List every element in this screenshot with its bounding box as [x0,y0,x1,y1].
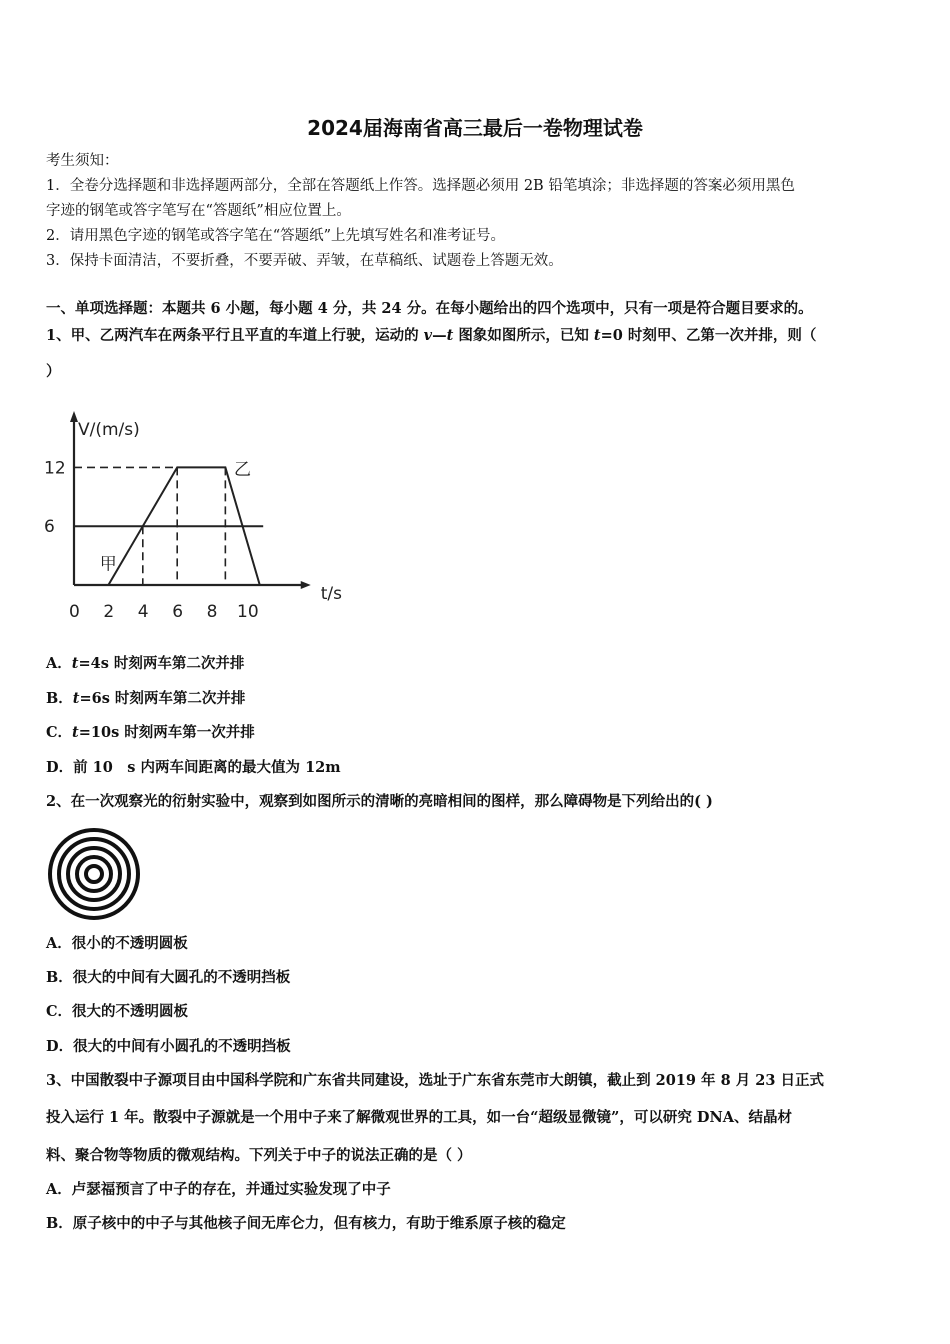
x-tick-label-0: 0 [69,602,80,622]
x-axis-arrow [301,581,311,589]
x-tick-label-10: 10 [237,602,259,622]
q1-option-c[interactable]: C．t=10s 时刻两车第一次并排 [46,724,255,741]
x-axis-label: t/s [320,584,343,604]
q3-stem-line1: 3、中国散裂中子源项目由中国科学院和广东省共同建设，选址于广东省东莞市大朗镇，截止到 2019 年 8 月 23 日正式 [46,1072,824,1089]
q1-stem-line1: 1、甲、乙两汽车在两条平行且平直的车道上行驶，运动的 v—t 图象如图所示，已知 t=0 时刻甲、乙第一次并排，则（ [46,327,817,344]
q2-option-b[interactable]: B．很大的中间有大圆孔的不透明挡板 [46,969,291,986]
section-heading: 一、单项选择题：本题共 6 小题，每小题 4 分，共 24 分。在每小题给出的四个选项中，只有一项是符合题目要求的。 [46,300,813,317]
notice-item-1b: 字迹的钢笔或答字笔写在“答题纸”相应位置上。 [46,203,351,219]
x-tick-label-4: 4 [137,602,149,622]
diffraction-rings-figure [46,826,142,922]
y-tick-label-12: 12 [44,458,66,479]
q2-option-d[interactable]: D．很大的中间有小圆孔的不透明挡板 [46,1038,291,1055]
q3-stem-line2: 投入运行 1 年。散裂中子源就是一个用中子来了解微观世界的工具，如一台“超级显微镜”，可以研究 DNA、结晶材 [46,1109,792,1126]
q3-option-a[interactable]: A．卢瑟福预言了中子的存在，并通过实验发现了中子 [46,1181,391,1198]
notice-item-1a: 1．全卷分选择题和非选择题两部分，全部在答题纸上作答。选择题必须用 2B 铅笔填涂；非选择题的答案必须用黑色 [46,178,795,194]
q1-option-d[interactable]: D．前 10 s 内两车间距离的最大值为 12m [46,759,341,776]
series-label-yi: 乙 [233,460,251,481]
q2-option-a[interactable]: A．很小的不透明圆板 [46,935,188,952]
notice-item-3: 3．保持卡面清洁，不要折叠，不要弄破、弄皱，在草稿纸、试题卷上答题无效。 [46,253,563,269]
y-axis-arrow [70,411,78,422]
x-tick-label-8: 8 [206,602,218,622]
series-label-jia: 甲 [99,554,117,575]
page-title: 2024届海南省高三最后一卷物理试卷 [307,116,643,140]
x-tick-label-6: 6 [172,602,184,622]
q3-option-b[interactable]: B．原子核中的中子与其他核子间无库仑力，但有核力，有助于维系原子核的稳定 [46,1215,566,1232]
x-tick-label-2: 2 [103,602,115,622]
notice-heading: 考生须知： [46,153,119,169]
q1-option-a[interactable]: A．t=4s 时刻两车第二次并排 [46,655,245,672]
q2-stem: 2、在一次观察光的衍射实验中，观察到如图所示的清晰的亮暗相间的图样，那么障碍物是下列给出的( ) [46,793,713,810]
q3-stem-line3: 料、聚合物等物质的微观结构。下列关于中子的说法正确的是（ ） [46,1147,472,1164]
q1-option-b[interactable]: B．t=6s 时刻两车第二次并排 [46,690,246,707]
q2-option-c[interactable]: C．很大的不透明圆板 [46,1003,189,1020]
y-tick-label-6: 6 [44,517,55,538]
y-axis-label: V/(m/s) [78,420,140,440]
vt-chart [30,405,370,640]
notice-item-2: 2．请用黑色字迹的钢笔或答字笔在“答题纸”上先填写姓名和准考证号。 [46,228,506,244]
q1-stem-line2: ） [46,363,61,380]
